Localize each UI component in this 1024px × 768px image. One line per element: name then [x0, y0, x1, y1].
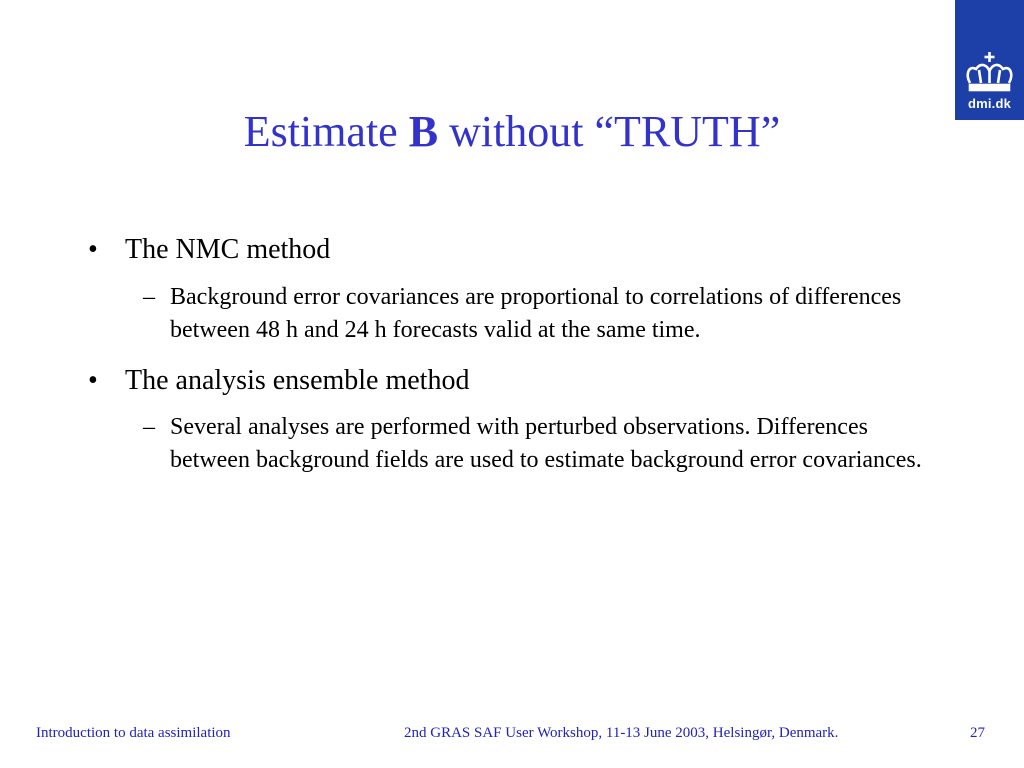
title-bold-symbol: B [408, 107, 439, 156]
logo-text: dmi.dk [967, 96, 1012, 111]
bullet-marker: • [88, 365, 98, 396]
sub-bullet-text: Background error covariances are proportional to correlations of differences between 48 h and 24 h forecasts valid at the same time. [170, 284, 902, 343]
page-number: 27 [970, 725, 985, 741]
bullet-text: The NMC method [125, 234, 331, 265]
footer-left: Introduction to data assimilation [36, 725, 231, 741]
dmi-logo [955, 0, 1024, 120]
crown-icon [961, 50, 1018, 94]
sub-bullet-marker: – [143, 414, 155, 440]
footer-center: 2nd GRAS SAF User Workshop, 11-13 June 2003, Helsingør, Denmark. [404, 725, 839, 741]
bullet-marker: • [88, 234, 98, 265]
slide-title [0, 104, 1024, 160]
sub-bullet-text: Several analyses are performed with perturbed observations. Differences between background fields are used to estimate background error covariances. [170, 414, 922, 473]
title-suffix: without “TRUTH” [438, 107, 781, 156]
sub-bullet-marker: – [143, 284, 155, 310]
bullet-text: The analysis ensemble method [125, 365, 470, 396]
title-prefix: Estimate [243, 107, 409, 156]
